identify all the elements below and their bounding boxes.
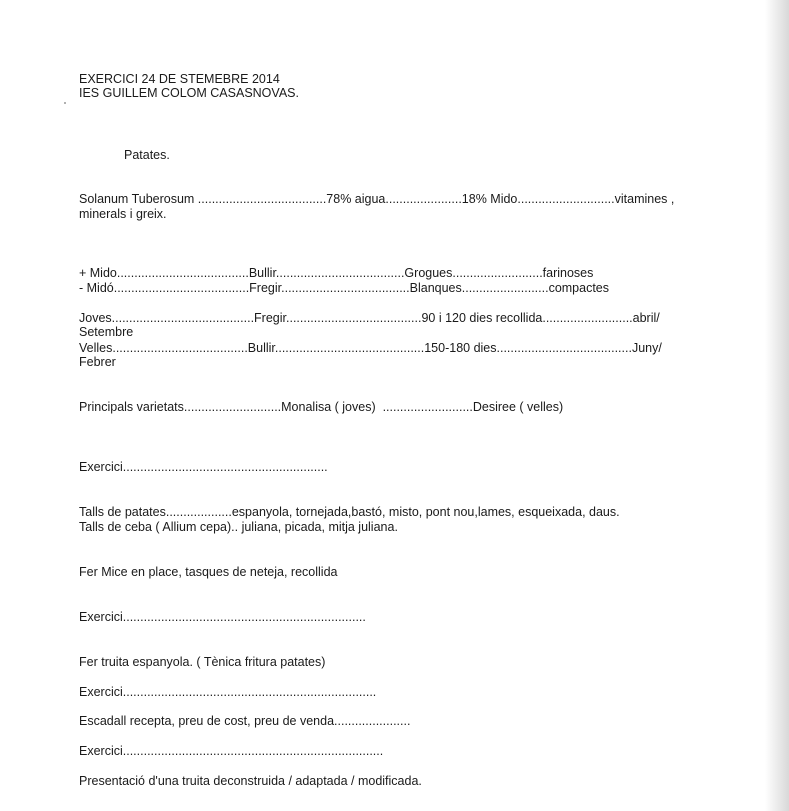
scan-speck	[64, 102, 66, 104]
talls-patates-line: Talls de patates...................espanyola, tornejada,bastó, misto, pont nou,lames, esqueixada, daus.	[79, 505, 620, 519]
joves-line: Joves.........................................Fregir.......................................90 i 120 dies recollida..........................abril/	[79, 311, 660, 325]
header-title: EXERCICI 24 DE STEMEBRE 2014	[79, 72, 280, 86]
varietats-line: Principals varietats............................Monalisa ( joves) ..........................Desiree ( velles)	[79, 400, 564, 414]
topic-title: Patates.	[124, 148, 170, 162]
velles-line-cont: Febrer	[79, 355, 116, 369]
mise-en-place-line: Fer Mice en place, tasques de neteja, recollida	[79, 565, 338, 579]
exercici-line: Exercici.........................................................................	[79, 685, 377, 699]
exercici-line: Exercici...........................................................................	[79, 744, 384, 758]
talls-ceba-line: Talls de ceba ( Allium cepa).. juliana, picada, mitja juliana.	[79, 520, 398, 534]
solanum-line: Solanum Tuberosum .....................................78% aigua......................18% Mido............................vitamines ,	[79, 192, 675, 206]
presentacio-line: Presentació d'una truita deconstruida / adaptada / modificada.	[79, 774, 422, 788]
escandall-line: Escadall recepta, preu de cost, preu de venda......................	[79, 714, 411, 728]
exercici-line: Exercici...........................................................	[79, 460, 328, 474]
velles-line: Velles.......................................Bullir...........................................150-180 dies.......................................Juny/	[79, 341, 662, 355]
header-school: IES GUILLEM COLOM CASASNOVAS.	[79, 86, 299, 100]
mido-minus-line: - Midó.......................................Fregir.....................................Blanques.........................compactes	[79, 281, 610, 295]
joves-line-cont: Setembre	[79, 325, 134, 339]
scan-page-edge	[765, 0, 789, 811]
exercici-line: Exercici......................................................................	[79, 610, 366, 624]
truita-line: Fer truita espanyola. ( Tènica fritura patates)	[79, 655, 326, 669]
mido-plus-line: + Mido......................................Bullir.....................................Grogues..........................farinoses	[79, 266, 594, 280]
solanum-line-cont: minerals i greix.	[79, 207, 167, 221]
